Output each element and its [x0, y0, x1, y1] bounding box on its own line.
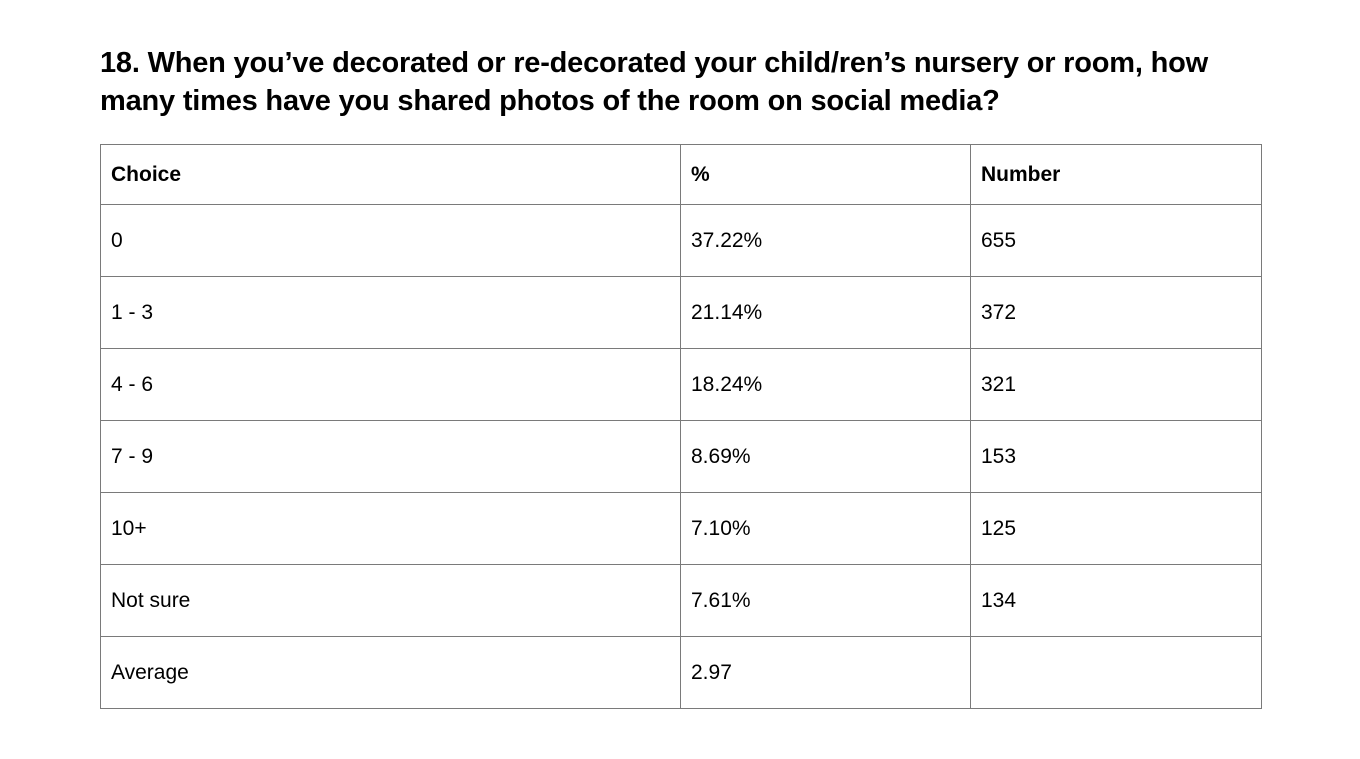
cell-choice: 4 - 6	[101, 349, 681, 421]
table-row	[101, 205, 1262, 277]
cell-number: 655	[971, 205, 1262, 277]
table-row	[101, 277, 1262, 349]
cell-number: 134	[971, 565, 1262, 637]
cell-percent: 21.14%	[681, 277, 971, 349]
header-choice: Choice	[101, 145, 681, 205]
table-row	[101, 565, 1262, 637]
cell-number: 372	[971, 277, 1262, 349]
cell-percent: 7.61%	[681, 565, 971, 637]
results-table	[100, 144, 1262, 709]
table-row	[101, 349, 1262, 421]
cell-choice: 10+	[101, 493, 681, 565]
cell-number: 125	[971, 493, 1262, 565]
header-number: Number	[971, 145, 1262, 205]
cell-choice: 0	[101, 205, 681, 277]
page-title: 18. When you’ve decorated or re-decorated your child/ren’s nursery or room, how many times have you shared photos of the room on social media?	[100, 47, 1208, 117]
cell-percent: 7.10%	[681, 493, 971, 565]
cell-percent: 37.22%	[681, 205, 971, 277]
cell-percent: 8.69%	[681, 421, 971, 493]
table-row-average	[101, 637, 1262, 709]
cell-percent: 2.97	[681, 637, 971, 709]
table-row	[101, 421, 1262, 493]
header-percent: %	[681, 145, 971, 205]
cell-choice: 1 - 3	[101, 277, 681, 349]
cell-choice: Not sure	[101, 565, 681, 637]
cell-choice: 7 - 9	[101, 421, 681, 493]
table-header-row	[101, 145, 1262, 205]
cell-choice: Average	[101, 637, 681, 709]
cell-number	[971, 637, 1262, 709]
cell-number: 321	[971, 349, 1262, 421]
cell-number: 153	[971, 421, 1262, 493]
cell-percent: 18.24%	[681, 349, 971, 421]
table-row	[101, 493, 1262, 565]
